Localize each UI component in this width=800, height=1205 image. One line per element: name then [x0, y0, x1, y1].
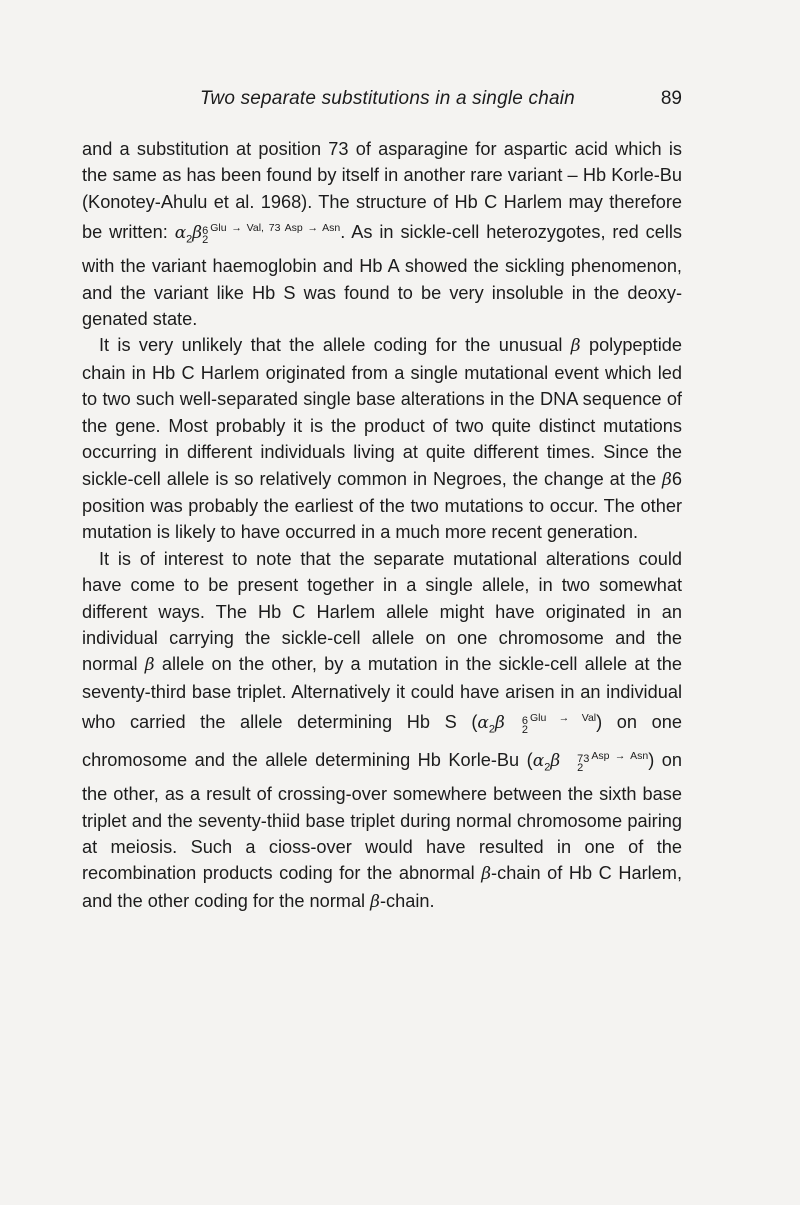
paragraph-2-text-b: polypeptide chain in Hb C Harlem originated from a single mutational event which led to two such well-separated single base alterations in the DNA sequence of the gene. Most probably it is the product of two quite distinct mutations occurring in different individuals living at quite different times. Since the sickle-cell allele is so relatively common in Negroes, the change at the [82, 335, 682, 489]
paragraph-3-text-b: allele on the other, by a mutation in the sickle-cell allele at the seventy-third base triplet. Alternatively it could have arisen in an individual who carried the allele determining Hb S ( [82, 654, 682, 733]
hbs-beta: β [495, 713, 505, 734]
paragraph-3-text-e: -chain of Hb C Harlem, and the other coding for the normal [82, 863, 682, 911]
beta-chain-symbol-1: β [481, 864, 492, 885]
paragraph-1-text-a: and a substitution at position 73 of asparagine for aspartic acid which is the same as has been found by itself in another rare variant – Hb Korle-Bu (Konotey-Ahulu et al. 1968). The structure of Hb C Harlem may therefore be written: [82, 139, 682, 243]
hbs-beta-scripts [505, 717, 528, 735]
korle-bu-alpha-sub: 2 [544, 761, 551, 774]
formula-alpha: α [174, 223, 187, 244]
paragraph-3-text-c: ) on one chromosome and the allele determining Hb Korle-Bu ( [82, 712, 682, 771]
paragraph-3-text-f: -chain. [379, 890, 435, 911]
page-number: 89 [660, 88, 682, 109]
formula-beta-scripts [202, 227, 208, 245]
korle-bu-substitution-sup: Asp → Asn [591, 750, 649, 763]
paragraph-3-text-a: It is of interest to note that the separate mutational alterations could have come to be present together in a single allele, in two somewhat different ways. The Hb C Harlem allele might have originated in an individual carrying the sickle-cell allele on one chromosome and the normal [82, 548, 682, 675]
hbs-substitution-sup: Glu → Val [529, 712, 597, 725]
beta-chain-symbol-2: β [370, 891, 380, 912]
paragraph-2 [82, 332, 682, 545]
body-text [82, 136, 682, 915]
korle-bu-beta: β [550, 751, 561, 772]
paragraph-2-text-a: It is very unlikely that the allele coding for the unusual [99, 335, 571, 356]
page-header [200, 88, 682, 118]
formula-beta: β [192, 223, 203, 244]
paragraph-2-text-c: position was probably the earliest of the two mutations to occur. The other mutation is likely to have occurred in a much more recent generation. [82, 495, 682, 543]
hbs-alpha-sub: 2 [488, 723, 496, 736]
running-title: Two separate substitutions in a single chain [200, 88, 575, 109]
beta-symbol: β [570, 336, 581, 357]
beta6-number: 6 [671, 468, 682, 489]
formula-substitution-sup: Glu → Val, 73 Asp → Asn [210, 222, 341, 235]
paragraph-1-text-b: . As in sickle-cell heterozygotes, red cells with the variant haemoglobin and Hb A showed the sickling phenomenon, and the variant like Hb S was found to be very insoluble in the deoxygenated state. [82, 222, 682, 330]
korle-bu-alpha: α [532, 751, 545, 772]
formula-alpha-sub: 2 [186, 233, 193, 246]
hbs-beta-sub: 2 [521, 724, 528, 737]
paragraph-3 [82, 546, 682, 916]
paragraph-3-text-d: ) on the other, as a result of crossing-over somewhere between the sixth base triplet and the seventy-thiid base triplet during normal chromosome pairing at meiosis. Such a cioss-over would have resulted in one of the recombination products coding for the abnormal [82, 750, 682, 884]
paragraph-1 [82, 136, 682, 332]
hbs-beta-sup: 6 [521, 715, 528, 728]
korle-bu-beta-sup: 73 [577, 753, 590, 766]
formula-beta-sup: 6 [202, 225, 209, 238]
korle-bu-beta-sub: 2 [577, 762, 584, 775]
korle-bu-beta-scripts [560, 755, 589, 773]
hbs-alpha: α [477, 713, 489, 734]
formula-beta-sub: 2 [202, 234, 209, 247]
beta-symbol: β [144, 655, 155, 676]
beta6-symbol: β [662, 469, 672, 490]
